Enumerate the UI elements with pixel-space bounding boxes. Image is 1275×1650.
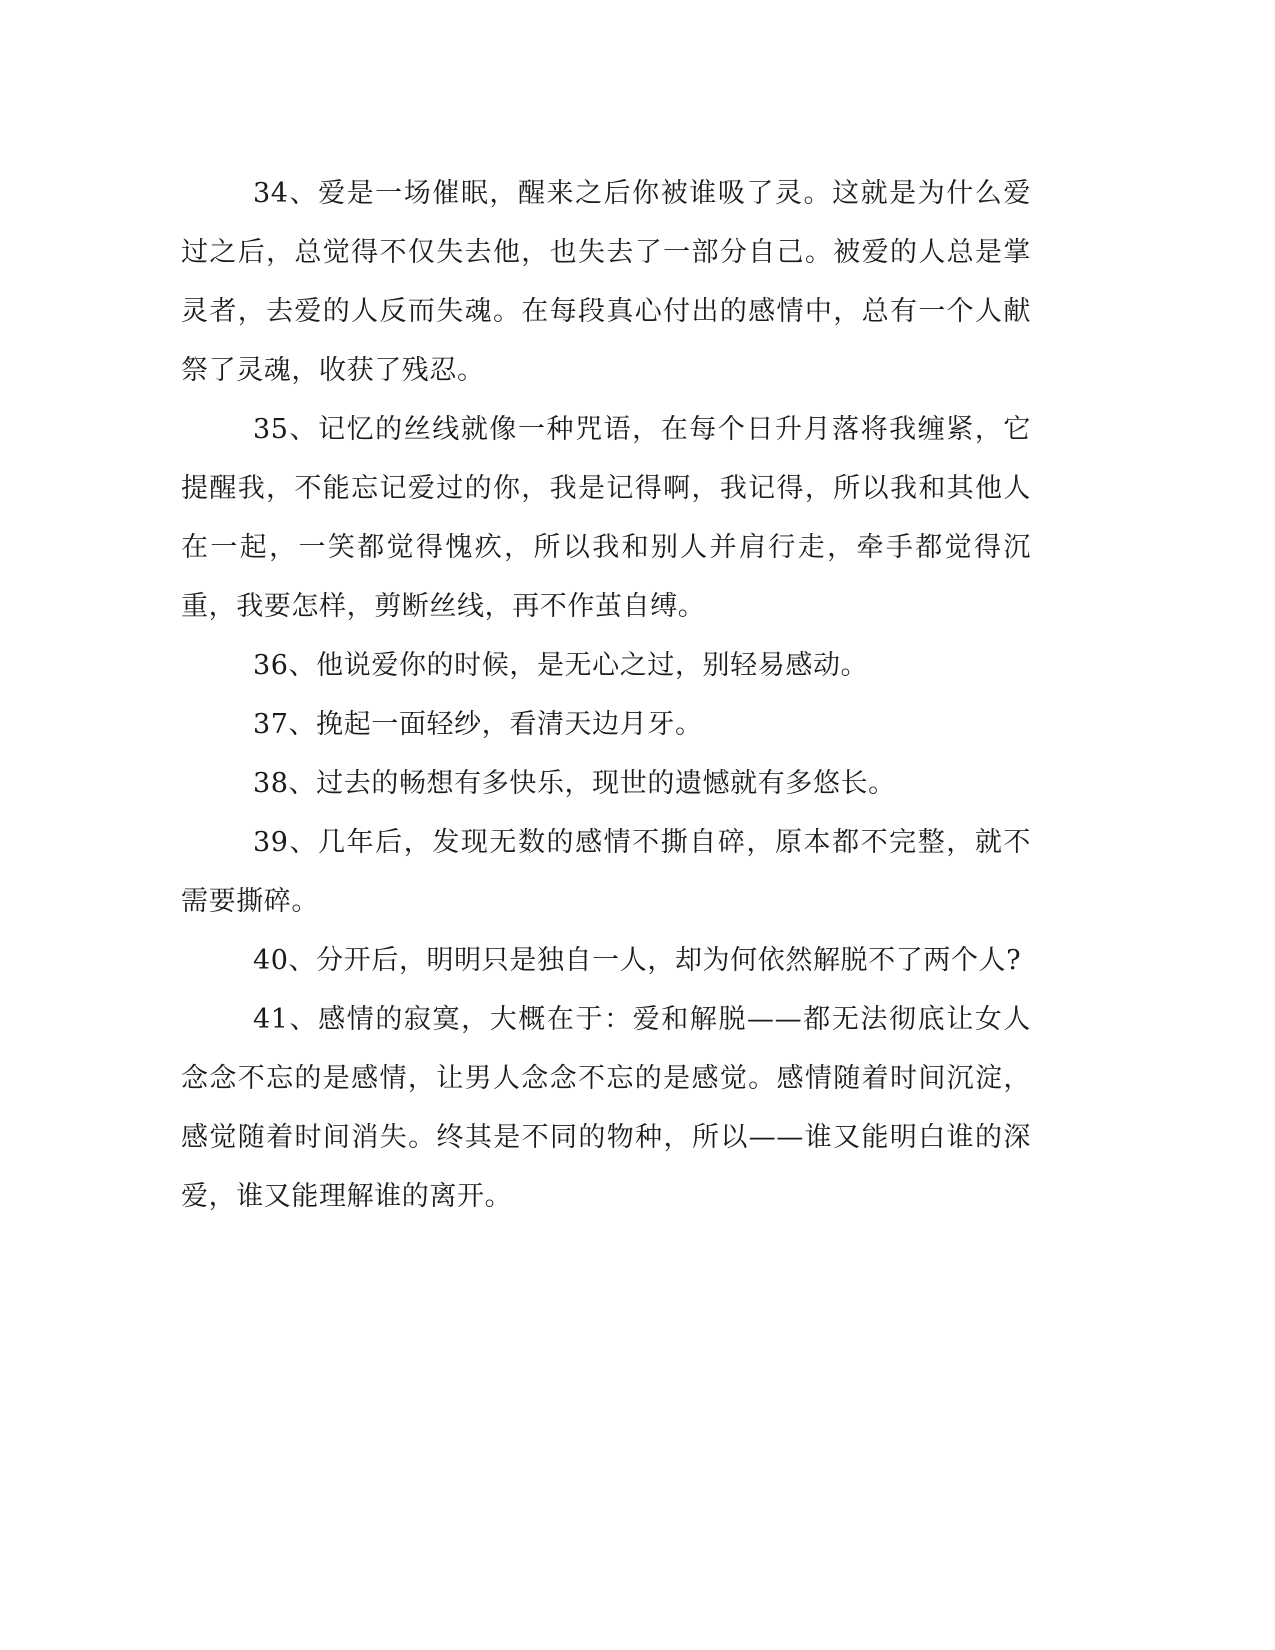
document-body bbox=[181, 164, 1031, 1226]
paragraph-35: 35、记忆的丝线就像一种咒语，在每个日升月落将我缠紧，它提醒我，不能忘记爱过的你，我是记得啊，我记得，所以我和其他人在一起，一笑都觉得愧疚，所以我和别人并肩行走，牵手都觉得沉重，我要怎样，剪断丝线，再不作茧自缚。 bbox=[181, 414, 1031, 622]
paragraph-36: 36、他说爱你的时候，是无心之过，别轻易感动。 bbox=[253, 650, 869, 681]
paragraph-34: 34、爱是一场催眠，醒来之后你被谁吸了灵。这就是为什么爱过之后，总觉得不仅失去他，也失去了一部分自己。被爱的人总是掌灵者，去爱的人反而失魂。在每段真心付出的感情中，总有一个人献祭了灵魂，收获了残忍。 bbox=[181, 178, 1031, 386]
paragraph-38: 38、过去的畅想有多快乐，现世的遗憾就有多悠长。 bbox=[253, 768, 896, 799]
paragraph-39: 39、几年后，发现无数的感情不撕自碎，原本都不完整，就不需要撕碎。 bbox=[181, 827, 1031, 917]
paragraph-41: 41、感情的寂寞，大概在于：爱和解脱——都无法彻底让女人念念不忘的是感情，让男人念念不忘的是感觉。感情随着时间沉淀，感觉随着时间消失。终其是不同的物种，所以——谁又能明白谁的深爱，谁又能理解谁的离开。 bbox=[181, 1004, 1031, 1212]
paragraph-40: 40、分开后，明明只是独自一人，却为何依然解脱不了两个人? bbox=[253, 945, 1022, 976]
paragraph-37: 37、挽起一面轻纱，看清天边月牙。 bbox=[253, 709, 703, 740]
